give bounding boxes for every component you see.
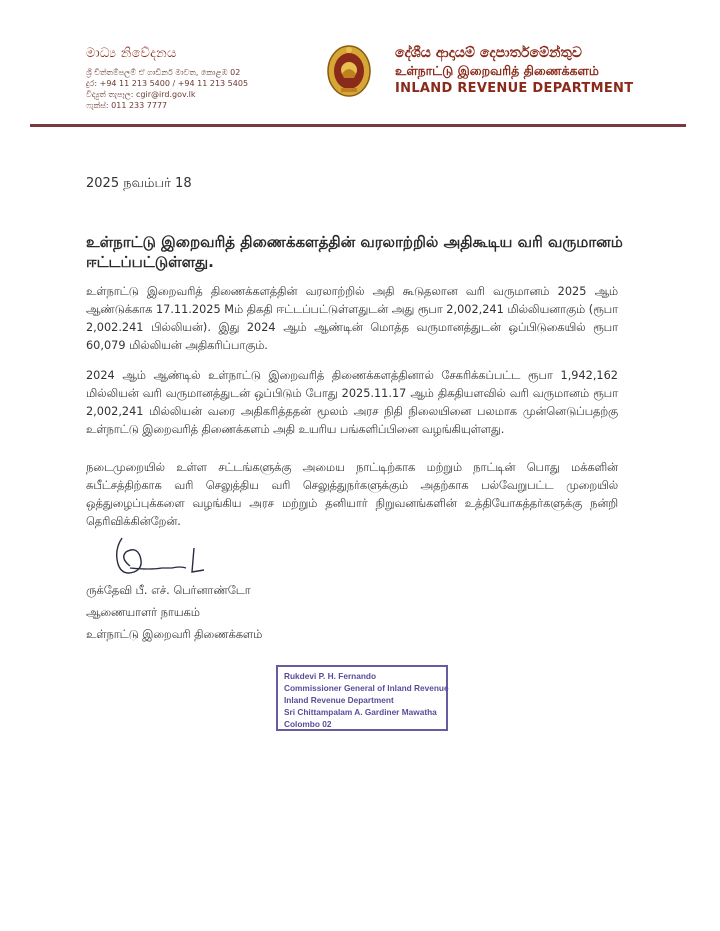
paragraph-2: 2024 ஆம் ஆண்டில் உள்நாட்டு இறைவரித் திணைக்களத்தினால் சேகரிக்கப்பட்ட ரூபா 1,942,162 மில்லியன் வரி வருமானத்துடன் ஒப்பிடும் போது 2025.11.17 ஆம் திகதியளவில் வரி வருமானம் ரூபா 2,002,241 மில்லியன் வரை அதிகரித்ததன் மூலம் அரச நிதி நிலையினை பலமாக முன்னெடுப்பதற்கு உள்நாட்டு இறைவரித் திணைக்களம் அதி உயரிய பங்களிப்பினை வழங்கியுள்ளது. — [86, 369, 618, 436]
office-phone: දුර: +94 11 213 5400 / +94 11 213 5405 — [86, 79, 249, 88]
paragraph-3: நடைமுறையில் உள்ள சட்டங்களுக்கு அமைய நாட்டிற்காக மற்றும் நாட்டின் பொது மக்களின் சுபீட்சத்திற்காக வரி செலுத்திய வரி செலுத்துநர்களுக்கும் அதற்காக பல்வேறுபட்ட முறையில் ஒத்துழைப்புக்களை வழங்கிய அரச மற்றும் தனியார் நிறுவனங்களின் உத்தியோகத்தர்களுக்கு நன்றி தெரிவிக்கின்றேன். — [86, 461, 618, 528]
header-divider — [30, 124, 686, 127]
letter-date: 2025 நவம்பர் 18 — [86, 176, 192, 191]
signer-name: ருக்தேவி பீ. எச். பெர்னாண்டோ — [86, 584, 251, 597]
paragraph-1: உள்நாட்டு இறைவரித் திணைக்களத்தின் வரலாற்றில் அதி கூடுதலான வரி வருமானம் 2025 ஆம் ஆண்டுக்காக 17.11.2025 Mம் திகதி ஈட்டப்பட்டுள்ளதுடன் அது ரூபா 2,002,241 மில்லியனாகும் (ரூபா 2,002.241 பில்லியன்). இது 2024 ஆம் ஆண்டின் மொத்த வருமானத்துடன் ஒப்பிடுகையில் ரூபா 60,079 மில்லியன் அதிகரிப்பாகும். — [86, 285, 618, 352]
signer-title: ஆணையாளர் நாயகம் — [86, 606, 200, 619]
signer-department: உள்நாட்டு இறைவரி திணைக்களம் — [86, 628, 263, 641]
national-emblem-icon — [325, 44, 373, 100]
signer-block — [86, 580, 262, 646]
letter-title: உள்நாட்டு இறைவரித் திணைக்களத்தின் வரலாற்றில் அதிகூடிய வரி வருமானம் ஈட்டப்பட்டுள்ளது. — [86, 233, 623, 271]
office-email: විද්‍යුත් තැපෑල: cgir@ird.gov.lk — [86, 90, 196, 99]
stamp-line-1: Rukdevi P. H. Fernando — [284, 671, 377, 681]
dept-name-tamil: உள்நாட்டு இறைவரித் திணைக்களம் — [395, 63, 599, 78]
handwritten-signature — [100, 528, 220, 588]
office-fax: ෆැක්ස්: 011 233 7777 — [86, 101, 168, 110]
stamp-line-5: Colombo 02 — [284, 719, 332, 729]
office-name: මාධ්‍ය නිවේදනය — [86, 46, 177, 61]
header-department-block — [395, 44, 665, 98]
dept-name-english: INLAND REVENUE DEPARTMENT — [395, 81, 634, 96]
stamp-line-2: Commissioner General of Inland Revenue — [284, 683, 449, 693]
header-contact-block — [86, 46, 316, 111]
stamp-line-4: Sri Chittampalam A. Gardiner Mawatha — [284, 707, 437, 717]
dept-name-sinhala: දේශීය ආදායම් දෙපාර්තමේන්තුව — [395, 45, 582, 61]
office-address: ශ්‍රී චිත්තම්පලම් ඒ ගාඩිනර් මාවත, කොළඹ 02 — [86, 68, 241, 77]
official-stamp — [276, 665, 448, 731]
stamp-line-3: Inland Revenue Department — [284, 695, 394, 705]
